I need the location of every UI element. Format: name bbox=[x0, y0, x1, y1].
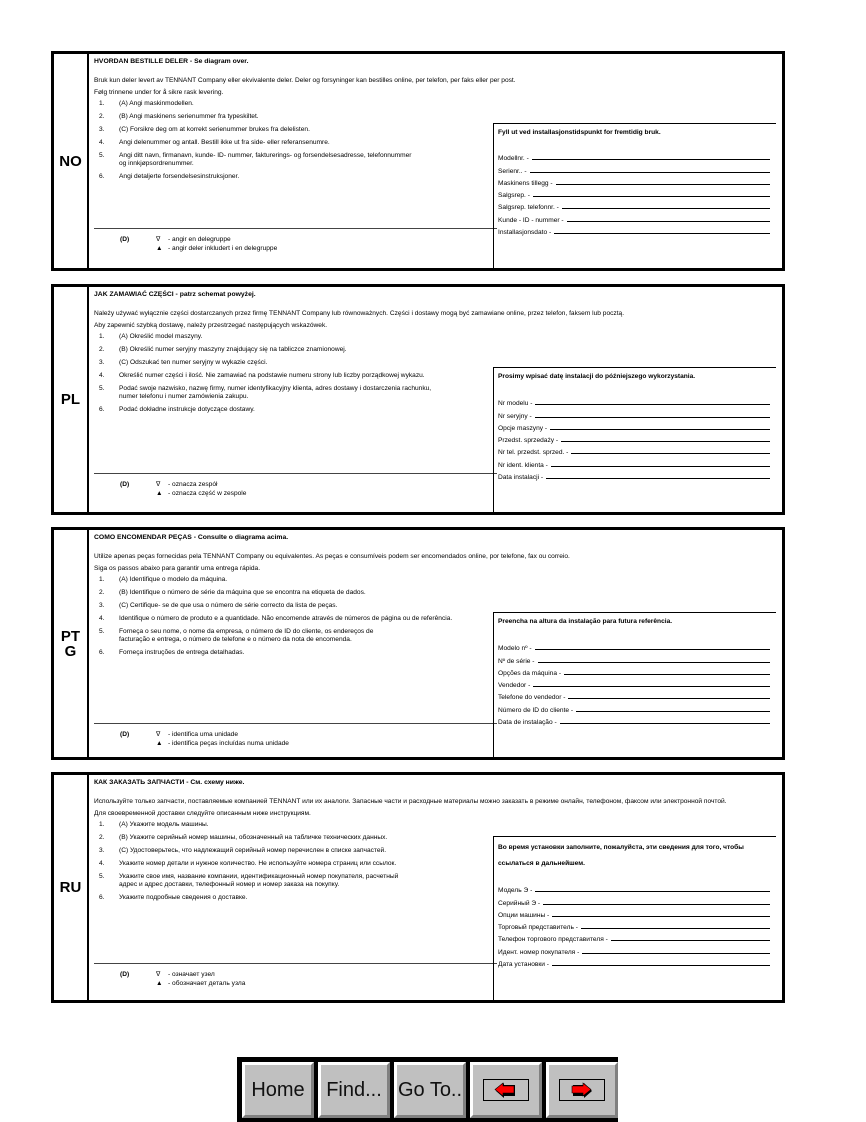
field-label: Installasjonsdato - bbox=[498, 229, 552, 237]
intro-text-2: Aby zapewnić szybką dostawę, należy przestrzegać następujących wskazówek. bbox=[94, 322, 328, 329]
form-field[interactable] bbox=[498, 407, 776, 419]
step-item bbox=[94, 847, 494, 855]
field-input-line[interactable] bbox=[564, 674, 770, 675]
form-title: Во время установки заполните, пожалуйста, эти сведения для того, чтобы ссылаться в дальнейшем. bbox=[498, 844, 744, 867]
divider bbox=[94, 723, 497, 724]
steps-list bbox=[94, 821, 494, 902]
intro-text: Bruk kun deler levert av TENNANT Company eller ekvivalente deler. Deler og forsyninger kan bestilles online, per telefon, per faks eller per post. bbox=[94, 77, 516, 84]
step-text: Укажите свое имя, название компании, идентификационный номер покупателя, расчетный адрес и адрес доставки, телефонный номер и номер заказа на покупку. bbox=[119, 873, 399, 888]
open-triangle-icon: ∇ bbox=[156, 971, 161, 978]
field-label: Telefone do vendedor - bbox=[498, 694, 566, 702]
form-field[interactable] bbox=[498, 931, 776, 943]
form-title: Prosimy wpisać datę instalacji do późniejszego wykorzystania. bbox=[498, 373, 696, 380]
field-input-line[interactable] bbox=[560, 723, 770, 724]
legend-d-label: (D) bbox=[120, 236, 130, 243]
installation-form bbox=[493, 612, 776, 757]
legend-open-text: - angir en delegruppe bbox=[168, 236, 231, 243]
legend-open-text: - oznacza zespół bbox=[168, 481, 218, 488]
form-field[interactable] bbox=[498, 714, 776, 726]
legend-filled-text: - обозначает деталь узла bbox=[168, 980, 246, 987]
step-number: 2. bbox=[99, 589, 105, 596]
form-field[interactable] bbox=[498, 162, 776, 174]
step-number: 1. bbox=[99, 576, 105, 583]
legend-filled-text: - identifica peças incluídas numa unidade bbox=[168, 740, 289, 747]
step-item bbox=[94, 113, 494, 121]
section-heading: КАК ЗАКАЗАТЬ ЗАПЧАСТИ - См. схему ниже. bbox=[94, 779, 245, 786]
step-number: 3. bbox=[99, 126, 105, 133]
step-text: (A) Określić model maszyny. bbox=[119, 333, 203, 340]
step-number: 6. bbox=[99, 406, 105, 413]
installation-form bbox=[493, 123, 776, 268]
legend-open-text: - identifica uma unidade bbox=[168, 731, 239, 738]
step-item bbox=[94, 834, 494, 842]
step-item bbox=[94, 359, 494, 367]
intro-text: Используйте только запчасти, поставляемые компанией TENNANT или их аналоги. Запасные части и расходные материалы можно заказать в режиме онлайн, телефоном, факсом или электронной почтой. bbox=[94, 798, 727, 805]
step-number: 4. bbox=[99, 615, 105, 622]
open-triangle-icon: ∇ bbox=[156, 731, 161, 738]
step-number: 1. bbox=[99, 333, 105, 340]
field-label: Торговый представитель - bbox=[498, 924, 578, 932]
next-page-button[interactable] bbox=[546, 1062, 618, 1118]
step-item bbox=[94, 602, 494, 610]
field-label: Модель Э - bbox=[498, 887, 533, 895]
step-number: 3. bbox=[99, 847, 105, 854]
form-field[interactable] bbox=[498, 943, 776, 955]
field-input-line[interactable] bbox=[535, 404, 770, 405]
field-input-line[interactable] bbox=[551, 466, 770, 467]
section-heading: COMO ENCOMENDAR PEÇAS - Consulte o diagrama acima. bbox=[94, 534, 289, 541]
field-label: Nr modelu - bbox=[498, 400, 533, 408]
intro-text: Utilize apenas peças fornecidas pela TENNANT Company ou equivalentes. As peças e consumíveis podem ser encomendados online, por telefone, fax ou correio. bbox=[94, 553, 570, 560]
form-field[interactable] bbox=[498, 677, 776, 689]
step-text: (C) Certifique- se de que usa o número de série correcto da lista de peças. bbox=[119, 602, 338, 609]
section-no bbox=[51, 51, 785, 271]
step-item bbox=[94, 139, 494, 147]
form-field[interactable] bbox=[498, 469, 776, 481]
divider bbox=[94, 228, 497, 229]
step-text: Podać dokładne instrukcje dotyczące dostawy. bbox=[119, 406, 255, 413]
form-field[interactable] bbox=[498, 199, 776, 211]
step-item bbox=[94, 333, 494, 341]
step-text: Identifique o número de produto e a quantidade. Não encomende através de números de página ou de referência. bbox=[119, 615, 453, 622]
legend-d-label: (D) bbox=[120, 731, 130, 738]
steps-list bbox=[94, 576, 494, 657]
field-label: Дата установки - bbox=[498, 961, 549, 969]
step-number: 5. bbox=[99, 873, 105, 880]
field-label: Serienr.. - bbox=[498, 167, 527, 175]
field-label: Nr ident. klienta - bbox=[498, 461, 548, 469]
section-heading: JAK ZAMAWIAĆ CZĘŚCI - patrz schemat powyżej. bbox=[94, 291, 256, 298]
field-input-line[interactable] bbox=[535, 649, 770, 650]
field-input-line[interactable] bbox=[556, 184, 770, 185]
step-number: 3. bbox=[99, 602, 105, 609]
form-field[interactable] bbox=[498, 224, 776, 236]
field-input-line[interactable] bbox=[543, 904, 770, 905]
field-input-line[interactable] bbox=[567, 221, 770, 222]
field-label: Идент. номер покупателя - bbox=[498, 948, 580, 956]
field-input-line[interactable] bbox=[546, 478, 770, 479]
step-item bbox=[94, 406, 494, 414]
field-input-line[interactable] bbox=[535, 417, 770, 418]
language-code: RU bbox=[54, 775, 89, 1000]
field-label: Серийный Э - bbox=[498, 899, 541, 907]
intro-text: Należy używać wyłącznie części dostarczanych przez firmę TENNANT Company lub równoważnych. Części i dostawy mogą być zamawiane online, przez telefon, faksem lub pocztą. bbox=[94, 310, 625, 317]
form-field[interactable] bbox=[498, 211, 776, 223]
form-field[interactable] bbox=[498, 150, 776, 162]
field-label: Nr tel. przedst. sprzed. - bbox=[498, 449, 569, 457]
step-item bbox=[94, 628, 494, 644]
divider bbox=[94, 963, 497, 964]
field-input-line[interactable] bbox=[554, 233, 770, 234]
steps-list bbox=[94, 333, 494, 414]
field-label: Data instalacji - bbox=[498, 474, 544, 482]
legend-open-text: - означает узел bbox=[168, 971, 215, 978]
step-number: 5. bbox=[99, 628, 105, 635]
filled-triangle-icon: ▲ bbox=[156, 490, 163, 497]
field-label: Salgsrep. telefonnr. - bbox=[498, 204, 559, 212]
step-text: (C) Удостоверьтесь, что надлежащий серийный номер перечислен в списке запчастей. bbox=[119, 847, 387, 854]
form-field[interactable] bbox=[498, 919, 776, 931]
step-item bbox=[94, 100, 494, 108]
language-code: NO bbox=[54, 54, 89, 268]
step-item bbox=[94, 126, 494, 134]
steps-list bbox=[94, 100, 494, 181]
intro-text-2: Siga os passos abaixo para garantir uma entrega rápida. bbox=[94, 565, 261, 572]
step-text: Podać swoje nazwisko, nazwę firmy, numer identyfikacyjny klienta, adres dostawy i dostarczenia rachunku, numer telefonu i numer zamówienia zakupu. bbox=[119, 385, 432, 400]
field-input-line[interactable] bbox=[535, 891, 770, 892]
step-number: 5. bbox=[99, 385, 105, 392]
step-text: (B) Identifique o número de série da máquina que se encontra na etiqueta de dados. bbox=[119, 589, 366, 596]
step-number: 5. bbox=[99, 152, 105, 159]
form-field[interactable] bbox=[498, 395, 776, 407]
form-title: Fyll ut ved installasjonstidspunkt for fremtidig bruk. bbox=[498, 129, 661, 136]
field-input-line[interactable] bbox=[533, 196, 770, 197]
goto-button[interactable]: Go To.. bbox=[394, 1062, 466, 1118]
form-field[interactable] bbox=[498, 701, 776, 713]
field-input-line[interactable] bbox=[562, 208, 770, 209]
field-label: Przedst. sprzedaży - bbox=[498, 437, 559, 445]
field-label: Opções da máquina - bbox=[498, 669, 562, 677]
step-text: Angi detaljerte forsendelsesinstruksjoner. bbox=[119, 173, 240, 180]
step-item bbox=[94, 873, 494, 889]
step-number: 2. bbox=[99, 834, 105, 841]
field-label: Opcje maszyny - bbox=[498, 424, 548, 432]
step-text: Укажите подробные сведения о доставке. bbox=[119, 894, 248, 901]
field-label: Data de instalação - bbox=[498, 719, 557, 727]
step-text: (B) Określić numer seryjny maszyny znajdujący się na tabliczce znamionowej. bbox=[119, 346, 347, 353]
installation-form bbox=[493, 836, 776, 1000]
language-code bbox=[54, 530, 89, 757]
step-text: Укажите номер детали и нужное количество. Не используйте номера страниц или ссылок. bbox=[119, 860, 397, 867]
step-item bbox=[94, 346, 494, 354]
form-field[interactable] bbox=[498, 665, 776, 677]
step-text: (C) Odszukać ten numer seryjny w wykazie części. bbox=[119, 359, 268, 366]
step-number: 4. bbox=[99, 139, 105, 146]
form-field[interactable] bbox=[498, 175, 776, 187]
step-text: (C) Forsikre deg om at korrekt serienummer brukes fra delelisten. bbox=[119, 126, 310, 133]
form-field[interactable] bbox=[498, 894, 776, 906]
field-input-line[interactable] bbox=[552, 965, 770, 966]
form-field[interactable] bbox=[498, 652, 776, 664]
form-field[interactable] bbox=[498, 420, 776, 432]
step-text: (A) Укажите модель машины. bbox=[119, 821, 209, 828]
form-field[interactable] bbox=[498, 956, 776, 968]
step-item bbox=[94, 173, 494, 181]
field-label: Kunde - ID - nummer - bbox=[498, 216, 564, 224]
step-number: 4. bbox=[99, 860, 105, 867]
form-field[interactable] bbox=[498, 640, 776, 652]
open-triangle-icon: ∇ bbox=[156, 236, 161, 243]
step-number: 4. bbox=[99, 372, 105, 379]
form-field[interactable] bbox=[498, 187, 776, 199]
step-number: 6. bbox=[99, 894, 105, 901]
legend-filled-text: - angir deler inkludert i en delegruppe bbox=[168, 245, 278, 252]
field-input-line[interactable] bbox=[532, 159, 770, 160]
step-number: 6. bbox=[99, 173, 105, 180]
step-number: 1. bbox=[99, 100, 105, 107]
section-ptg bbox=[51, 527, 785, 760]
step-item bbox=[94, 385, 494, 401]
divider bbox=[94, 473, 497, 474]
step-text: (B) Укажите серийный номер машины, обозначенный на табличке технических данных. bbox=[119, 834, 388, 841]
step-text: Forneça instruções de entrega detalhadas. bbox=[119, 649, 245, 656]
navigation-bar bbox=[237, 1057, 618, 1122]
previous-page-button[interactable] bbox=[470, 1062, 542, 1118]
field-input-line[interactable] bbox=[552, 916, 770, 917]
step-text: (A) Identifique o modelo da máquina. bbox=[119, 576, 228, 583]
form-field[interactable] bbox=[498, 432, 776, 444]
form-field[interactable] bbox=[498, 882, 776, 894]
legend-filled-text: - oznacza część w zespole bbox=[168, 490, 247, 497]
field-input-line[interactable] bbox=[576, 711, 770, 712]
step-text: Forneça o seu nome, o nome da empresa, o número de ID do cliente, os endereços de facturação e entrega, o número de telefone e o número da nota de encomenda. bbox=[119, 628, 374, 643]
section-heading: HVORDAN BESTILLE DELER - Se diagram over. bbox=[94, 58, 249, 65]
form-field[interactable] bbox=[498, 444, 776, 456]
step-text: Angi ditt navn, firmanavn, kunde- ID- nummer, fakturerings- og forsendelsesadresse, telefonnummer og innkjøpsordrenummer. bbox=[119, 152, 412, 167]
field-input-line[interactable] bbox=[568, 698, 770, 699]
field-label: Телефон торгового представителя - bbox=[498, 936, 608, 944]
field-label: Nº de série - bbox=[498, 657, 535, 665]
step-number: 2. bbox=[99, 113, 105, 120]
legend-d-label: (D) bbox=[120, 481, 130, 488]
filled-triangle-icon: ▲ bbox=[156, 980, 163, 987]
filled-triangle-icon: ▲ bbox=[156, 245, 163, 252]
filled-triangle-icon: ▲ bbox=[156, 740, 163, 747]
field-label: Опции машины - bbox=[498, 911, 550, 919]
home-button[interactable]: Home bbox=[242, 1062, 314, 1118]
field-input-line[interactable] bbox=[533, 686, 770, 687]
field-input-line[interactable] bbox=[611, 940, 770, 941]
step-number: 1. bbox=[99, 821, 105, 828]
step-item bbox=[94, 372, 494, 380]
field-input-line[interactable] bbox=[561, 441, 770, 442]
field-label: Vendedor - bbox=[498, 682, 531, 690]
intro-text-2: Для своевременной доставки следуйте описанным ниже инструкциям. bbox=[94, 810, 311, 817]
find-button[interactable]: Find... bbox=[318, 1062, 390, 1118]
step-number: 2. bbox=[99, 346, 105, 353]
step-text: (B) Angi maskinens serienummer fra typeskiltet. bbox=[119, 113, 259, 120]
field-input-line[interactable] bbox=[550, 429, 770, 430]
section-pl bbox=[51, 284, 785, 515]
form-title: Preencha na altura da instalação para futura referência. bbox=[498, 618, 673, 625]
form-field[interactable] bbox=[498, 907, 776, 919]
language-code-text: PT G bbox=[60, 627, 81, 660]
field-input-line[interactable] bbox=[571, 453, 770, 454]
field-label: Salgsrep. - bbox=[498, 192, 530, 200]
field-input-line[interactable] bbox=[538, 662, 771, 663]
language-code: PL bbox=[54, 287, 89, 512]
form-field[interactable] bbox=[498, 689, 776, 701]
field-label: Nr seryjny - bbox=[498, 412, 532, 420]
step-item bbox=[94, 589, 494, 597]
field-input-line[interactable] bbox=[581, 928, 770, 929]
form-field[interactable] bbox=[498, 456, 776, 468]
step-item bbox=[94, 649, 494, 657]
section-ru bbox=[51, 772, 785, 1003]
field-input-line[interactable] bbox=[582, 953, 770, 954]
left-arrow-icon bbox=[483, 1079, 529, 1101]
field-label: Número de ID do cliente - bbox=[498, 706, 574, 714]
step-item bbox=[94, 821, 494, 829]
intro-text-2: Følg trinnene under for å sikre rask levering. bbox=[94, 89, 224, 96]
field-label: Maskinens tillegg - bbox=[498, 179, 553, 187]
step-item bbox=[94, 576, 494, 584]
right-arrow-icon bbox=[559, 1079, 605, 1101]
installation-form bbox=[493, 367, 776, 512]
step-text: Określić numer części i ilość. Nie zamawiać na podstawie numeru strony lub liczby porządkowej wykazu. bbox=[119, 372, 425, 379]
field-label: Modelo nº - bbox=[498, 645, 532, 653]
step-number: 6. bbox=[99, 649, 105, 656]
field-label: Modellnr. - bbox=[498, 155, 529, 163]
open-triangle-icon: ∇ bbox=[156, 481, 161, 488]
step-item bbox=[94, 894, 494, 902]
legend-d-label: (D) bbox=[120, 971, 130, 978]
step-text: (A) Angi maskinmodellen. bbox=[119, 100, 194, 107]
step-text: Angi delenummer og antall. Bestill ikke ut fra side- eller referansenumre. bbox=[119, 139, 330, 146]
step-item bbox=[94, 152, 494, 168]
field-input-line[interactable] bbox=[530, 172, 770, 173]
step-number: 3. bbox=[99, 359, 105, 366]
step-item bbox=[94, 860, 494, 868]
step-item bbox=[94, 615, 494, 623]
